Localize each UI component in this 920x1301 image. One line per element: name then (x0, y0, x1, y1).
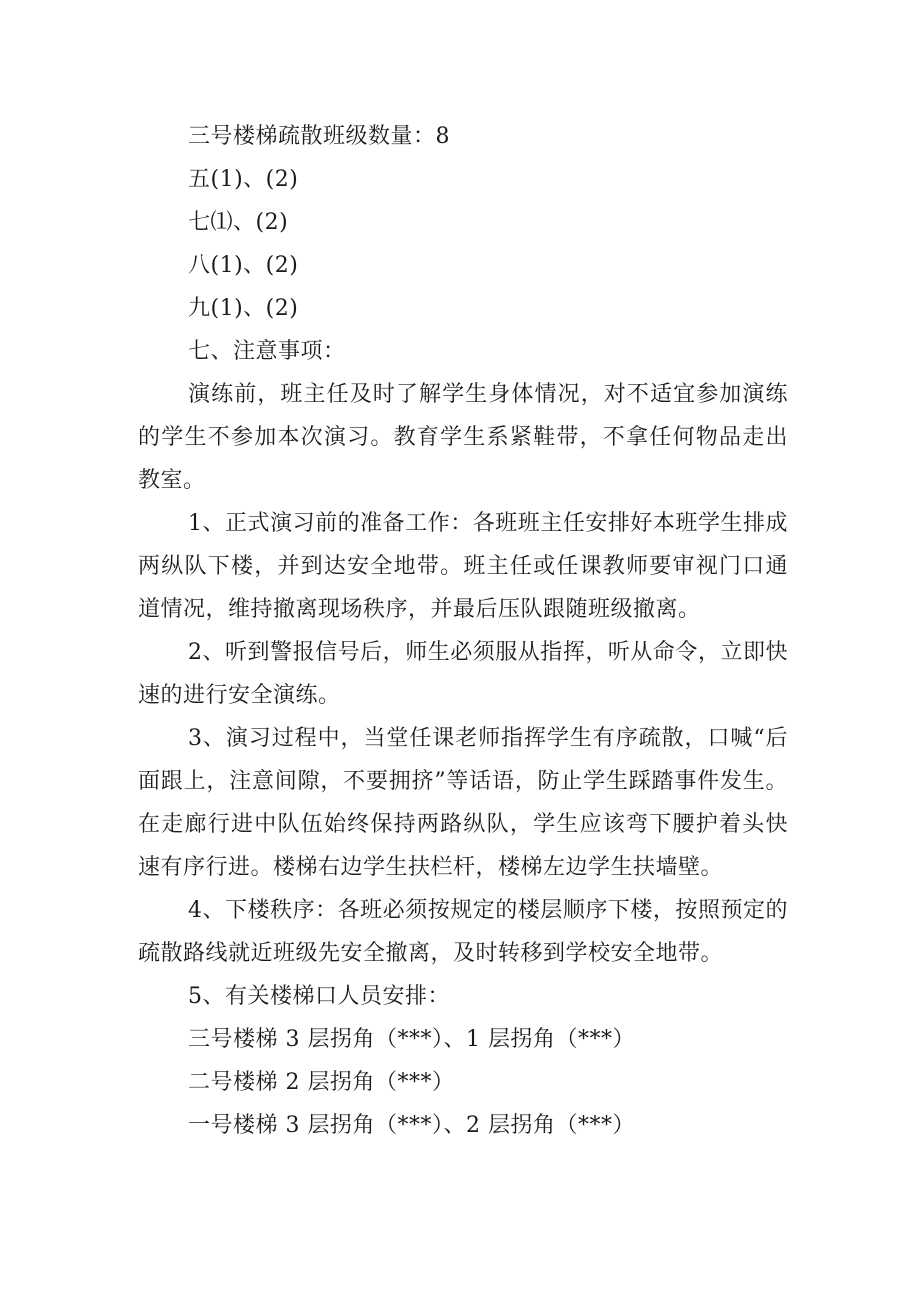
class-list-grade-nine: 九(1)、(2) (188, 296, 299, 321)
staff-stair-three: 三号楼梯 3 层拐角（***）、1 层拐角（***） (188, 1027, 635, 1052)
document-body (138, 115, 788, 1147)
paragraph-descending-order: 4、下楼秩序：各班必须按规定的楼层顺序下楼，按照预定的疏散路线就近班级先安全撤离，及时转移到学校安全地带。 (138, 898, 788, 966)
paragraph-alarm-signal: 2、听到警报信号后，师生必须服从指挥，听从命令，立即快速的进行安全演练。 (138, 640, 788, 708)
class-list-grade-five: 五(1)、(2) (188, 167, 299, 192)
class-list-grade-eight: 八(1)、(2) (188, 253, 299, 278)
paragraph-preparation: 1、正式演习前的准备工作：各班班主任安排好本班学生排成两纵队下楼，并到达安全地带。班主任或任课教师要审视门口通道情况，维持撤离现场秩序，并最后压队跟随班级撤离。 (138, 511, 788, 622)
class-list-grade-seven: 七⑴、(2) (188, 210, 289, 235)
section-heading-notes: 七、注意事项： (188, 339, 346, 364)
paragraph-before-drill: 演练前，班主任及时了解学生身体情况，对不适宜参加演练的学生不参加本次演习。教育学生系紧鞋带，不拿任何物品走出教室。 (138, 382, 788, 493)
staff-stair-two: 二号楼梯 2 层拐角（***） (188, 1070, 455, 1095)
stair-three-class-count: 三号楼梯疏散班级数量：8 (188, 124, 450, 149)
staff-stair-one: 一号楼梯 3 层拐角（***）、2 层拐角（***） (188, 1113, 635, 1138)
paragraph-drill-process: 3、演习过程中，当堂任课老师指挥学生有序疏散，口喊“后面跟上，注意间隙，不要拥挤”等话语，防止学生踩踏事件发生。在走廊行进中队伍始终保持两路纵队，学生应该弯下腰护着头快速有序行进。楼梯右边学生扶栏杆，楼梯左边学生扶墙壁。 (138, 726, 788, 880)
staff-assignment-heading: 5、有关楼梯口人员安排： (188, 984, 450, 1009)
